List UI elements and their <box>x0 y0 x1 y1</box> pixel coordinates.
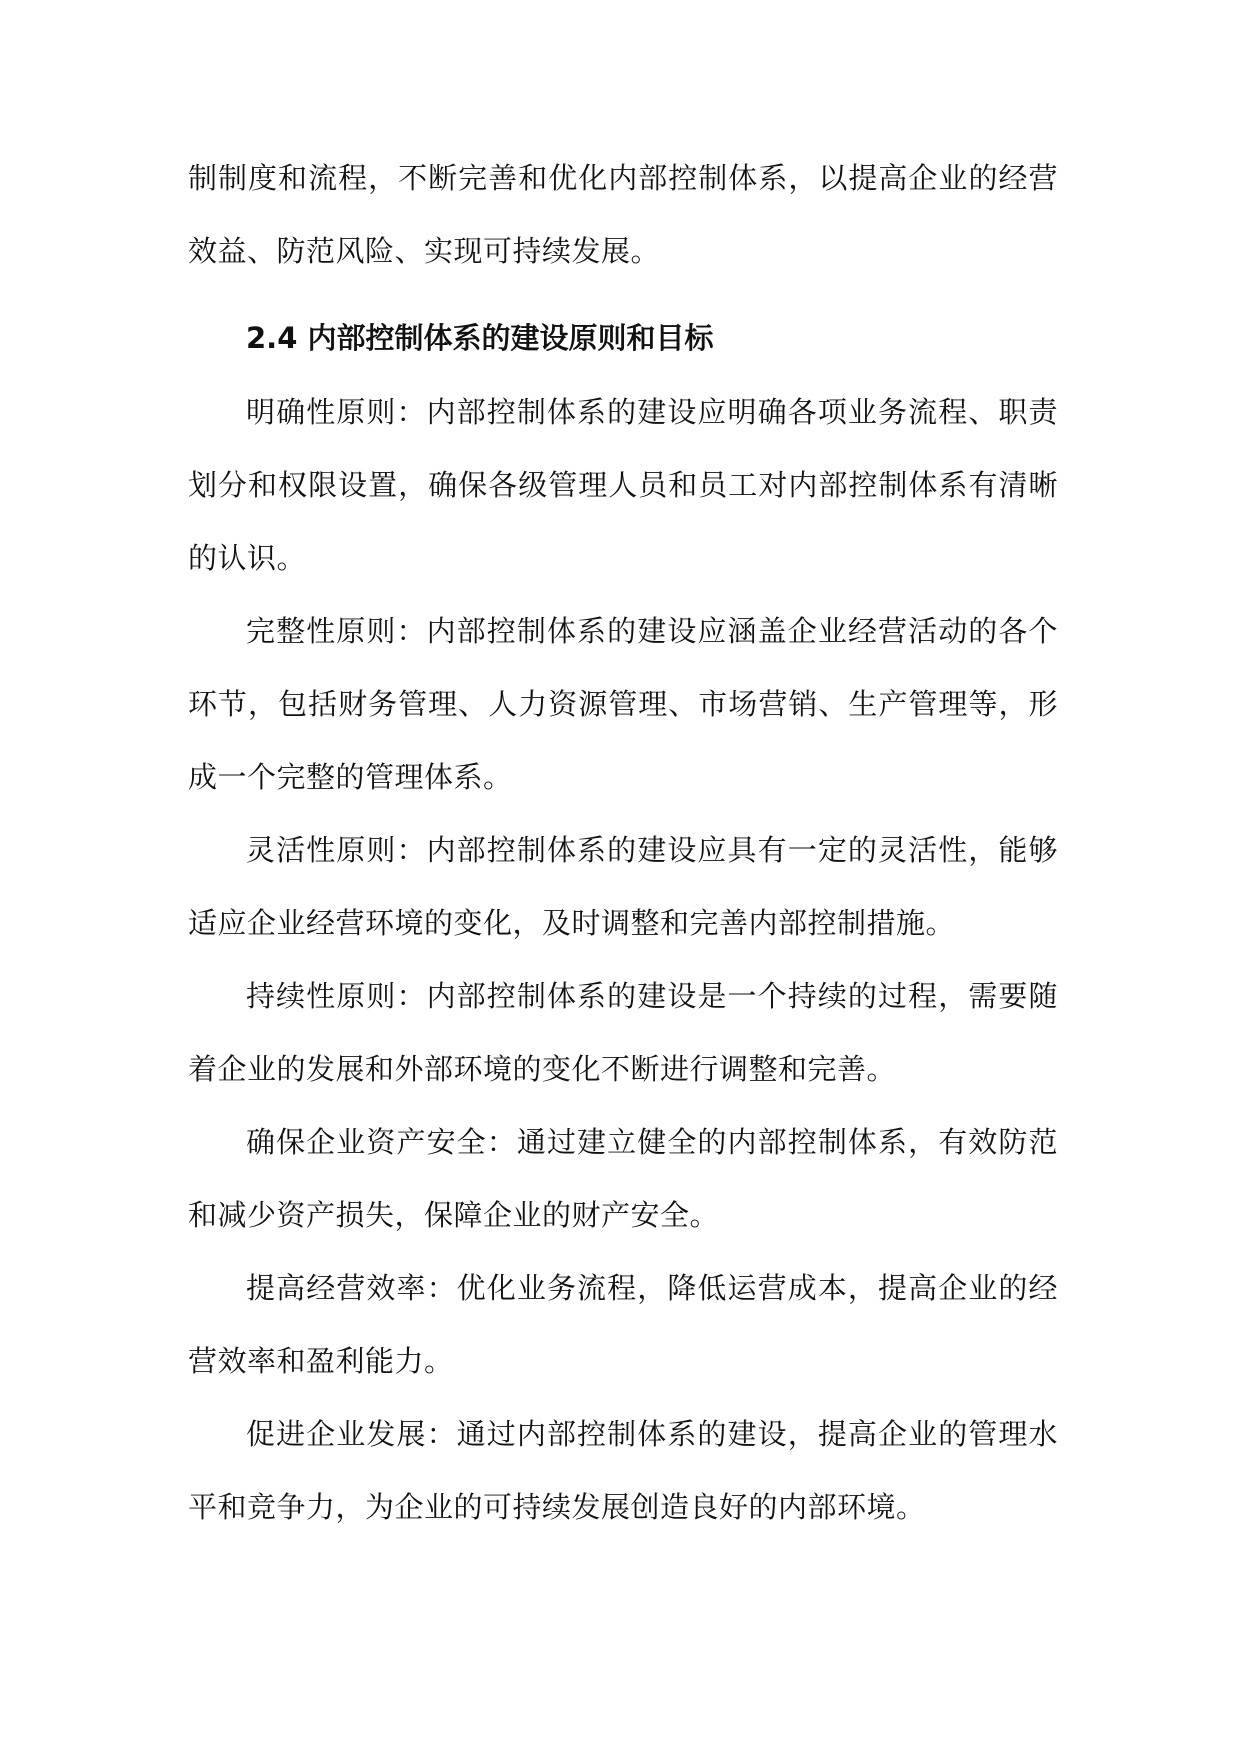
paragraph-continuation: 制制度和流程，不断完善和优化内部控制体系，以提高企业的经营效益、防范风险、实现可持续发展。 <box>188 161 1058 268</box>
paragraph-completeness-principle: 完整性原则：内部控制体系的建设应涵盖企业经营活动的各个环节，包括财务管理、人力资源管理、市场营销、生产管理等，形成一个完整的管理体系。 <box>188 614 1058 794</box>
page-content <box>188 142 1058 1544</box>
paragraph-asset-security-goal: 确保企业资产安全：通过建立健全的内部控制体系，有效防范和减少资产损失，保障企业的财产安全。 <box>188 1125 1058 1232</box>
paragraph-continuity-principle: 持续性原则：内部控制体系的建设是一个持续的过程，需要随着企业的发展和外部环境的变化不断进行调整和完善。 <box>188 979 1058 1086</box>
paragraph-development-goal: 促进企业发展：通过内部控制体系的建设，提高企业的管理水平和竞争力，为企业的可持续发展创造良好的内部环境。 <box>188 1417 1058 1524</box>
paragraph-flexibility-principle: 灵活性原则：内部控制体系的建设应具有一定的灵活性，能够适应企业经营环境的变化，及时调整和完善内部控制措施。 <box>188 833 1058 940</box>
section-heading: 2.4 内部控制体系的建设原则和目标 <box>246 321 714 355</box>
spacer <box>188 288 1058 295</box>
paragraph-efficiency-goal: 提高经营效率：优化业务流程，降低运营成本，提高企业的经营效率和盈利能力。 <box>188 1271 1058 1378</box>
paragraph-clarity-principle: 明确性原则：内部控制体系的建设应明确各项业务流程、职责划分和权限设置，确保各级管理人员和员工对内部控制体系有清晰的认识。 <box>188 395 1058 575</box>
